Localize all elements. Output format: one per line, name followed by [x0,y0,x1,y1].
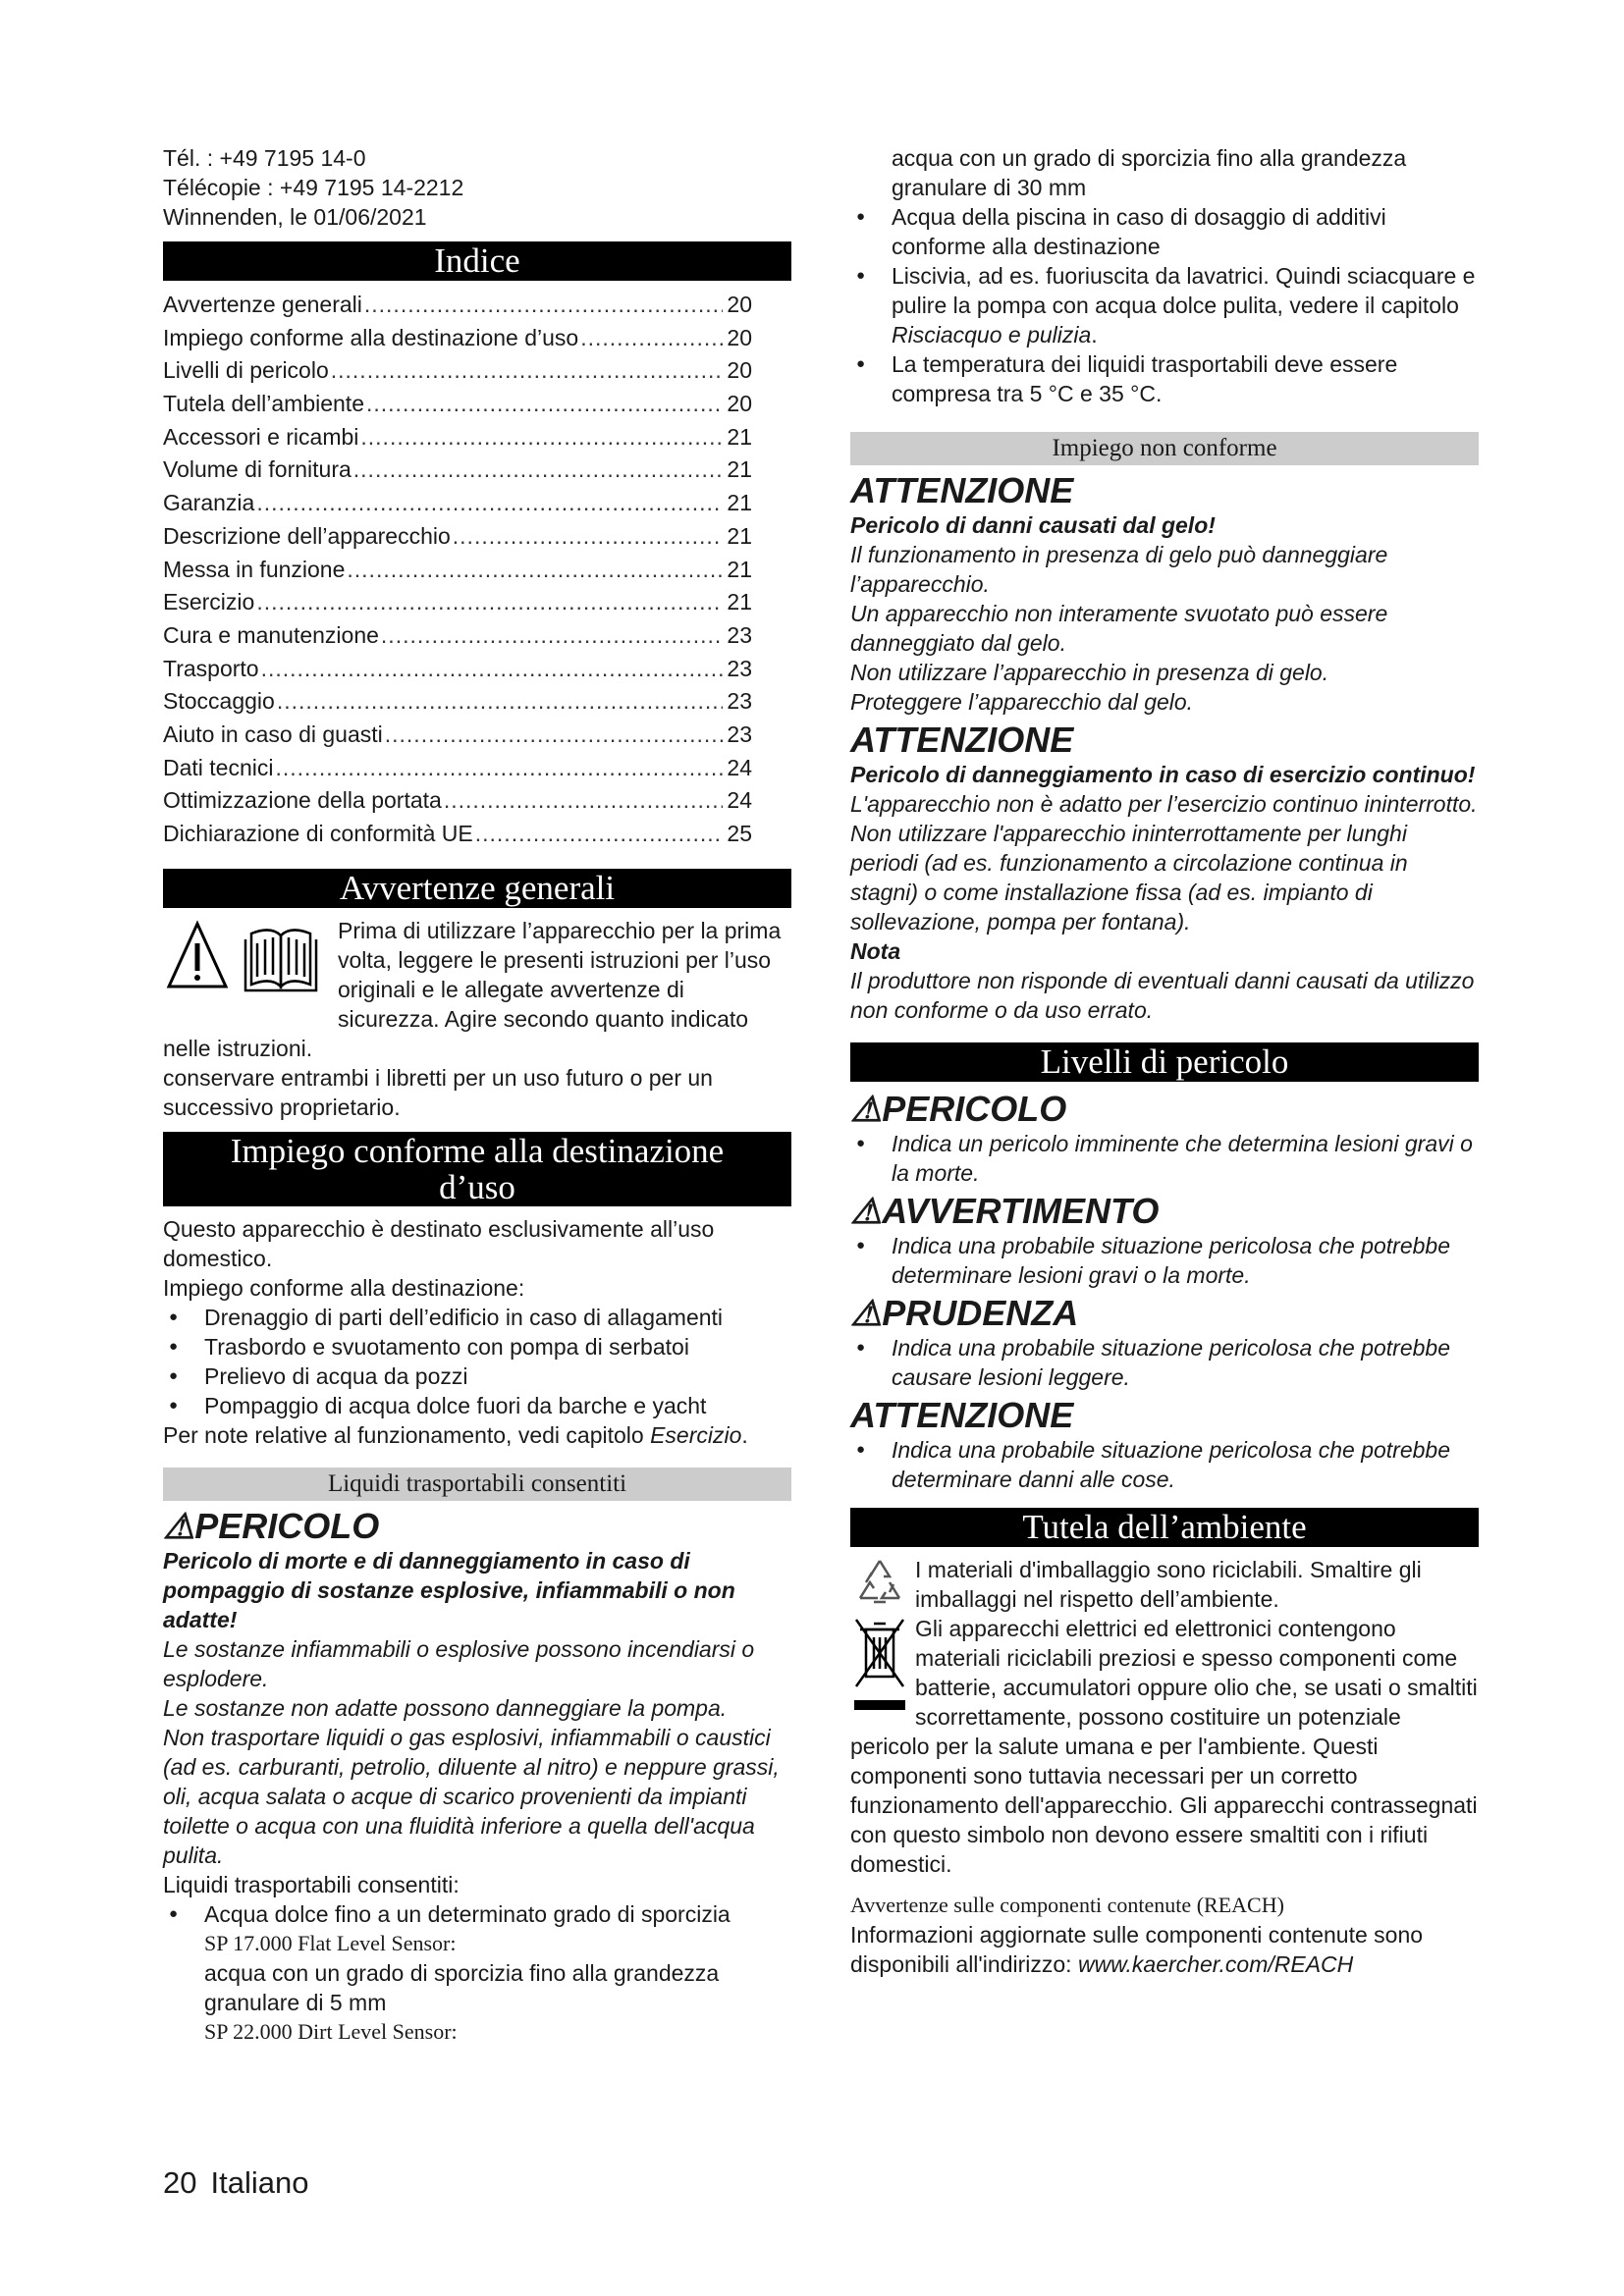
crossed-bin-icon [850,1614,909,1722]
weee-icon-wrap [850,1614,915,1724]
page-footer [163,2165,308,2201]
toc-dots [385,719,724,752]
toc-dots [475,818,724,851]
level-label: ⚠AVVERTIMENTO [850,1191,1160,1231]
toc-page: 20 [727,357,752,384]
header-tel: Tél. : +49 7195 14-0 [163,145,366,171]
toc-label: Impiego conforme alla destinazione d’uso [163,324,579,350]
toc-page: 23 [727,721,752,747]
toc-page: 25 [727,821,752,846]
liquids-bullet-lye [850,261,1479,349]
levels-list [850,1090,1479,1494]
toc-row[interactable] [163,554,752,587]
level-description: ● Indica una probabile situazione pericolosa che potrebbe determinare lesioni gravi o la morte. [850,1231,1479,1290]
improper-att1-label: ATTENZIONE [850,470,1074,510]
level-label: ATTENZIONE [850,1395,1074,1435]
toc-row[interactable] [163,421,752,454]
toc-row[interactable] [163,520,752,554]
toc-label: Livelli di pericolo [163,357,329,384]
liquids-bullets-first [163,1899,791,1929]
general-text1: Prima di utilizzare l’apparecchio per la prima volta, leggere le presenti istruzioni per l’uso originali e le allegate avvertenze di sicurezza. Agire secondo quanto indicato nelle istruzioni. [163,917,782,1061]
toc-label: Trasporto [163,655,259,681]
improper-note-label: Nota [850,938,901,964]
improper-note-text: Il produttore non risponde di eventuali danni causati da utilizzo non conforme o da uso errato. [850,968,1475,1023]
environment-text2: Gli apparecchi elettrici ed elettronici contengono materiali riciclabili preziosi e spesso componenti come batterie, accumulatori oppure olio che, se usati o smaltiti scorrettamente, possono costituire un potenziale pericolo per la salute umana e per l'ambiente. Questi componenti sono tuttavia necessari per un corretto funzionamento dell'apparecchio. Gli apparecchi contrassegnati con questo simbolo non devono essere smaltiti con i rifiuti domestici. [850,1616,1478,1877]
intended-note-link: Esercizio [650,1421,742,1448]
reach-url[interactable]: www.kaercher.com/REACH [1077,1951,1354,1977]
level-description: ● Indica un pericolo imminente che determina lesioni gravi o la morte. [850,1129,1479,1188]
header-place-date: Winnenden, le 01/06/2021 [163,204,427,230]
toc-label: Stoccaggio [163,688,275,715]
toc-row[interactable] [163,487,752,520]
toc-label: Dati tecnici [163,754,274,780]
toc-row[interactable] [163,322,752,355]
liquids-allowed-label: Liquidi trasportabili consentiti: [163,1871,460,1897]
toc-dots [580,322,723,355]
reach-title: Avvertenze sulle componenti contenute (REACH) [850,1893,1284,1917]
intended-bullet: ● Trasbordo e svuotamento con pompa di serbatoi [163,1332,791,1362]
improper-att1-line3: Non utilizzare l’apparecchio in presenza di gelo. [850,660,1329,685]
intended-bullet: ● Pompaggio di acqua dolce fuori da barche e yacht [163,1391,791,1420]
improper-att2-line2: Non utilizzare l'apparecchio ininterrottamente per lunghi periodi (ad es. funzionamento a circolazione continua in stagni) o come installazione fissa (ad es. impianto di sollevazione, pompa per fontana). [850,821,1408,934]
recycling-icon-wrap [850,1555,915,1614]
toc-row[interactable] [163,818,752,851]
model2-label: SP 22.000 Dirt Level Sensor: [204,2018,458,2044]
level-description: ● Indica una probabile situazione pericolosa che potrebbe determinare danni alle cose. [850,1435,1479,1494]
toc-dots [364,289,724,322]
header-contact [163,143,791,232]
intended-title [163,1132,791,1206]
toc-list [163,289,791,851]
liquids-danger-p2: Le sostanze non adatte possono danneggiare la pompa. [163,1694,728,1721]
header-fax: Télécopie : +49 7195 14-2212 [163,175,464,200]
reach-prefix: Informazioni aggiornate sulle componenti contenute sono disponibili all'indirizzo: [850,1922,1424,1977]
intended-bullet: ● Prelievo di acqua da pozzi [163,1362,791,1391]
model1-text: acqua con un grado di sporcizia fino alla grandezza granulare di 5 mm [204,1959,720,2015]
toc-row[interactable] [163,685,752,719]
toc-row[interactable] [163,388,752,421]
toc-dots [256,487,723,520]
liquids-danger-head: Pericolo di morte e di danneggiamento in caso di pompaggio di sostanze esplosive, infiammabili o non adatte! [163,1547,735,1632]
toc-row[interactable] [163,586,752,619]
environment-text1: I materiali d'imballaggio sono riciclabili. Smaltire gli imballaggi nel rispetto dell’ambiente. [915,1557,1422,1612]
toc-label: Messa in funzione [163,556,346,582]
general-icons [163,916,338,1006]
intended-text2: Impiego conforme alla destinazione: [163,1274,525,1301]
level-description-list [850,1435,1479,1494]
toc-page: 21 [727,423,752,450]
liquids-bullet-temp: ● La temperatura dei liquidi trasportabili deve essere compresa tra 5 °C e 35 °C. [850,349,1479,408]
toc-label: Cura e manutenzione [163,621,379,648]
level-label: ⚠PERICOLO [850,1089,1067,1129]
toc-row[interactable] [163,719,752,752]
liquids-bullet-lye-text: Liscivia, ad es. fuoriuscita da lavatrici. Quindi sciacquare e pulire la pompa con acqua dolce pulita, vedere il capitolo [892,263,1476,318]
toc-dots [347,554,723,587]
toc-page: 20 [727,391,752,417]
warning-triangle-icon [169,924,226,987]
intended-note-suffix: . [741,1421,748,1448]
toc-page: 23 [727,655,752,681]
toc-label: Avvertenze generali [163,292,362,317]
toc-dots [353,454,724,487]
rinse-link: Risciacquo e pulizia [892,322,1092,347]
liquids-danger-label: ⚠PERICOLO [163,1505,380,1546]
toc-label: Esercizio [163,589,255,615]
reach-text [850,1920,1479,1979]
toc-page: 21 [727,589,752,615]
toc-label: Tutela dell’ambiente [163,391,364,417]
toc-label: Ottimizzazione della portata [163,787,442,814]
improper-att1-line2: Un apparecchio non interamente svuotato può essere danneggiato dal gelo. [850,601,1388,656]
footer-page-number: 20 [163,2165,197,2200]
toc-page: 24 [727,787,752,814]
toc-page: 23 [727,688,752,715]
manual-book-icon [245,930,316,990]
liquids-bullets-more [850,202,1479,408]
toc-dots [360,421,723,454]
improper-title: Impiego non conforme [850,432,1479,465]
model1-label: SP 17.000 Flat Level Sensor: [204,1930,457,1955]
toc-page: 21 [727,456,752,483]
toc-row[interactable] [163,752,752,785]
right-column [850,143,1479,1979]
toc-row[interactable] [163,619,752,653]
toc-row[interactable] [163,784,752,818]
improper-att1-head: Pericolo di danni causati dal gelo! [850,512,1216,538]
toc-label: Descrizione dell’apparecchio [163,522,451,549]
toc-row[interactable] [163,354,752,388]
warning-manual-icons [163,916,338,1006]
liquids-danger-p1: Le sostanze infiammabili o esplosive possono incendiarsi o esplodere. [163,1635,755,1691]
intended-text1: Questo apparecchio è destinato esclusivamente all’uso domestico. [163,1215,715,1271]
toc-page: 20 [727,292,752,317]
general-title: Avvertenze generali [163,869,791,908]
toc-label: Garanzia [163,490,255,516]
intended-note-prefix: Per note relative al funzionamento, vedi capitolo [163,1421,651,1448]
toc-dots [331,354,724,388]
toc-dots [366,388,723,421]
liquids-bullet1: ● Acqua dolce fino a un determinato grado di sporcizia [163,1899,791,1929]
toc-page: 24 [727,754,752,780]
general-text2: conservare entrambi i libretti per un uso futuro o per un successivo proprietario. [163,1064,713,1120]
environment-section [850,1555,1479,1979]
level-label: ⚠PRUDENZA [850,1293,1079,1333]
toc-dots [261,653,724,686]
toc-dots [275,752,723,785]
toc-dots [277,685,724,719]
rinse-suffix: . [1091,322,1098,347]
improper-att1-line1: Il funzionamento in presenza di gelo può danneggiare l’apparecchio. [850,542,1388,597]
toc-dots [444,784,724,818]
general-section [163,916,791,1122]
toc-page: 23 [727,621,752,648]
liquids-title: Liquidi trasportabili consentiti [163,1468,791,1501]
improper-att2-line1: L'apparecchio non è adatto per l’esercizio continuo ininterrotto. [850,791,1478,817]
left-column [163,143,791,2047]
level-description: ● Indica una probabile situazione pericolosa che potrebbe causare lesioni leggere. [850,1333,1479,1392]
liquids-bullet-pool: ● Acqua della piscina in caso di dosaggio di additivi conforme alla destinazione [850,202,1479,261]
level-description-list [850,1129,1479,1188]
environment-title: Tutela dell’ambiente [850,1508,1479,1547]
toc-row[interactable] [163,653,752,686]
intended-bullets [163,1303,791,1420]
improper-att2-head: Pericolo di danneggiamento in caso di esercizio continuo! [850,762,1476,787]
intended-title-line1: Impiego conforme alla destinazione [230,1131,725,1170]
toc-label: Dichiarazione di conformità UE [163,821,473,846]
toc-dots [256,586,723,619]
model2-text: acqua con un grado di sporcizia fino alla grandezza granulare di 30 mm [892,145,1407,200]
toc-page: 21 [727,556,752,582]
liquids-danger-p3: Non trasportare liquidi o gas esplosivi, infiammabili o caustici (ad es. carburanti, petrolio, diluente al nitro) e neppure grassi, oli, acqua salata o acque di scarico provenienti da impianti toilette o acqua con una fluidità inferiore a quella dell'acqua pulita. [163,1724,780,1868]
toc-label: Volume di fornitura [163,456,352,483]
improper-att2-label: ATTENZIONE [850,720,1074,760]
toc-page: 20 [727,324,752,350]
toc-row[interactable] [163,289,752,322]
toc-label: Aiuto in caso di guasti [163,721,383,747]
recycling-icon [850,1555,909,1610]
intended-bullet: ● Drenaggio di parti dell’edificio in caso di allagamenti [163,1303,791,1332]
toc-page: 21 [727,490,752,516]
toc-dots [381,619,723,653]
level-description-list [850,1231,1479,1290]
toc-dots [453,520,724,554]
intended-note [163,1420,791,1450]
level-description-list [850,1333,1479,1392]
toc-row[interactable] [163,454,752,487]
levels-title: Livelli di pericolo [850,1042,1479,1082]
intended-title-line2: d’uso [439,1167,515,1206]
toc-label: Accessori e ricambi [163,423,359,450]
toc-title: Indice [163,241,791,281]
toc-page: 21 [727,522,752,549]
footer-language: Italiano [210,2165,309,2200]
improper-att1-line4: Proteggere l’apparecchio dal gelo. [850,689,1194,715]
